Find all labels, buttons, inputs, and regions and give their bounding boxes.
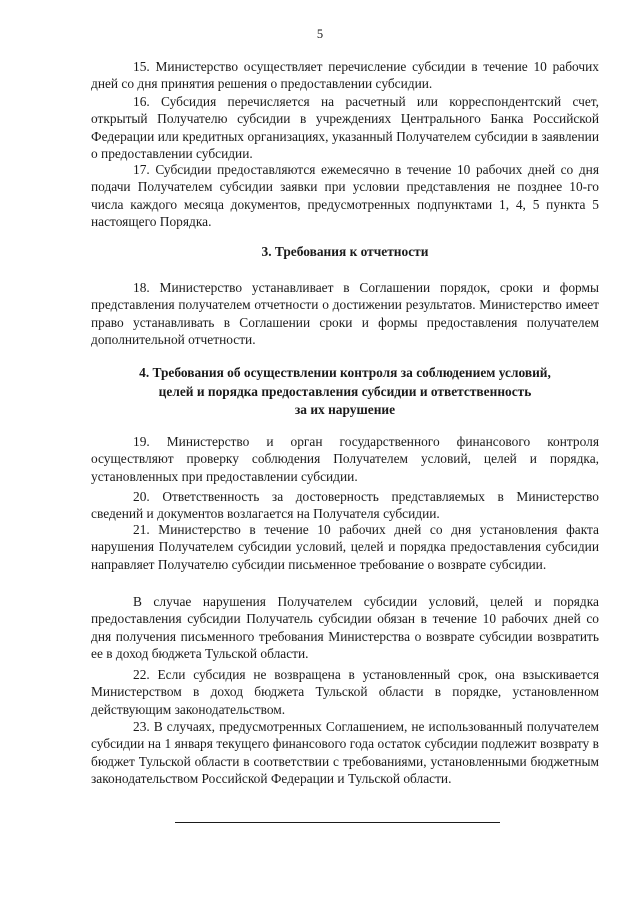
paragraph-16: 16. Субсидия перечисляется на расчетный или корреспондентский счет, открытый Получателю субсидии в учреждениях Центрального Банка Российской Федерации или кредитных организациях, указанный Получателем субсидии в заявлении о предоставлении субсидии. bbox=[91, 94, 599, 162]
paragraph-22: 22. Если субсидия не возвращена в установленный срок, она взыскивается Министерством в доход бюджета Тульской области в порядке, установленном действующим законодательством. bbox=[91, 667, 599, 717]
paragraph-19: 19. Министерство и орган государственного финансового контроля осуществляют проверку соблюдения Получателем условий, целей и порядка, установленных при предоставлении субсидии. bbox=[91, 434, 599, 484]
paragraph-18: 18. Министерство устанавливает в Соглашении порядок, сроки и формы представления получателем отчетности о достижении результатов. Министерство имеет право устанавливать в Соглашении сроки и формы предоставления получателем дополнительной отчетности. bbox=[91, 280, 599, 348]
paragraph-23: 23. В случаях, предусмотренных Соглашением, не использованный получателем субсидии на 1 января текущего финансового года остаток субсидии подлежит возврату в бюджет Тульской области в соответствии с требованиями, установленными бюджетным законодательством Российской Федерации и Тульской области. bbox=[91, 719, 599, 787]
section-4-heading-line-2: целей и порядка предоставления субсидии и ответственность bbox=[158, 383, 532, 399]
section-4-heading bbox=[91, 364, 599, 420]
page-number: 5 bbox=[316, 27, 324, 41]
paragraph-17: 17. Субсидии предоставляются ежемесячно в течение 10 рабочих дней со дня подачи Получателем субсидии заявки при условии представления не позднее 10-го числа каждого месяца документов, предусмотренных подпунктами 1, 4, 5 пункта 5 настоящего Порядка. bbox=[91, 162, 599, 230]
paragraph-20: 20. Ответственность за достоверность представляемых в Министерство сведений и документов возлагается на Получателя субсидии. bbox=[91, 489, 599, 522]
section-3-heading: 3. Требования к отчетности bbox=[261, 244, 429, 259]
section-4-heading-line-3: за их нарушение bbox=[294, 402, 396, 417]
section-4-heading-line-1: 4. Требования об осуществлении контроля за соблюдением условий, bbox=[139, 365, 551, 380]
closing-rule bbox=[175, 822, 500, 823]
paragraph-21: 21. Министерство в течение 10 рабочих дней со дня установления факта нарушения Получателем субсидии условий, целей и порядка предоставления субсидии направляет Получателю субсидии письменное требование о возврате субсидии. bbox=[91, 522, 599, 572]
paragraph-15: 15. Министерство осуществляет перечисление субсидии в течение 10 рабочих дней со дня принятия решения о предоставлении субсидии. bbox=[91, 59, 599, 92]
paragraph-21-continuation: В случае нарушения Получателем субсидии условий, целей и порядка предоставления субсидии Получатель субсидии обязан в течение 10 рабочих дней со дня получения письменного требования Министерства о возврате субсидии возвратить ее в доход бюджета Тульской области. bbox=[91, 594, 599, 662]
